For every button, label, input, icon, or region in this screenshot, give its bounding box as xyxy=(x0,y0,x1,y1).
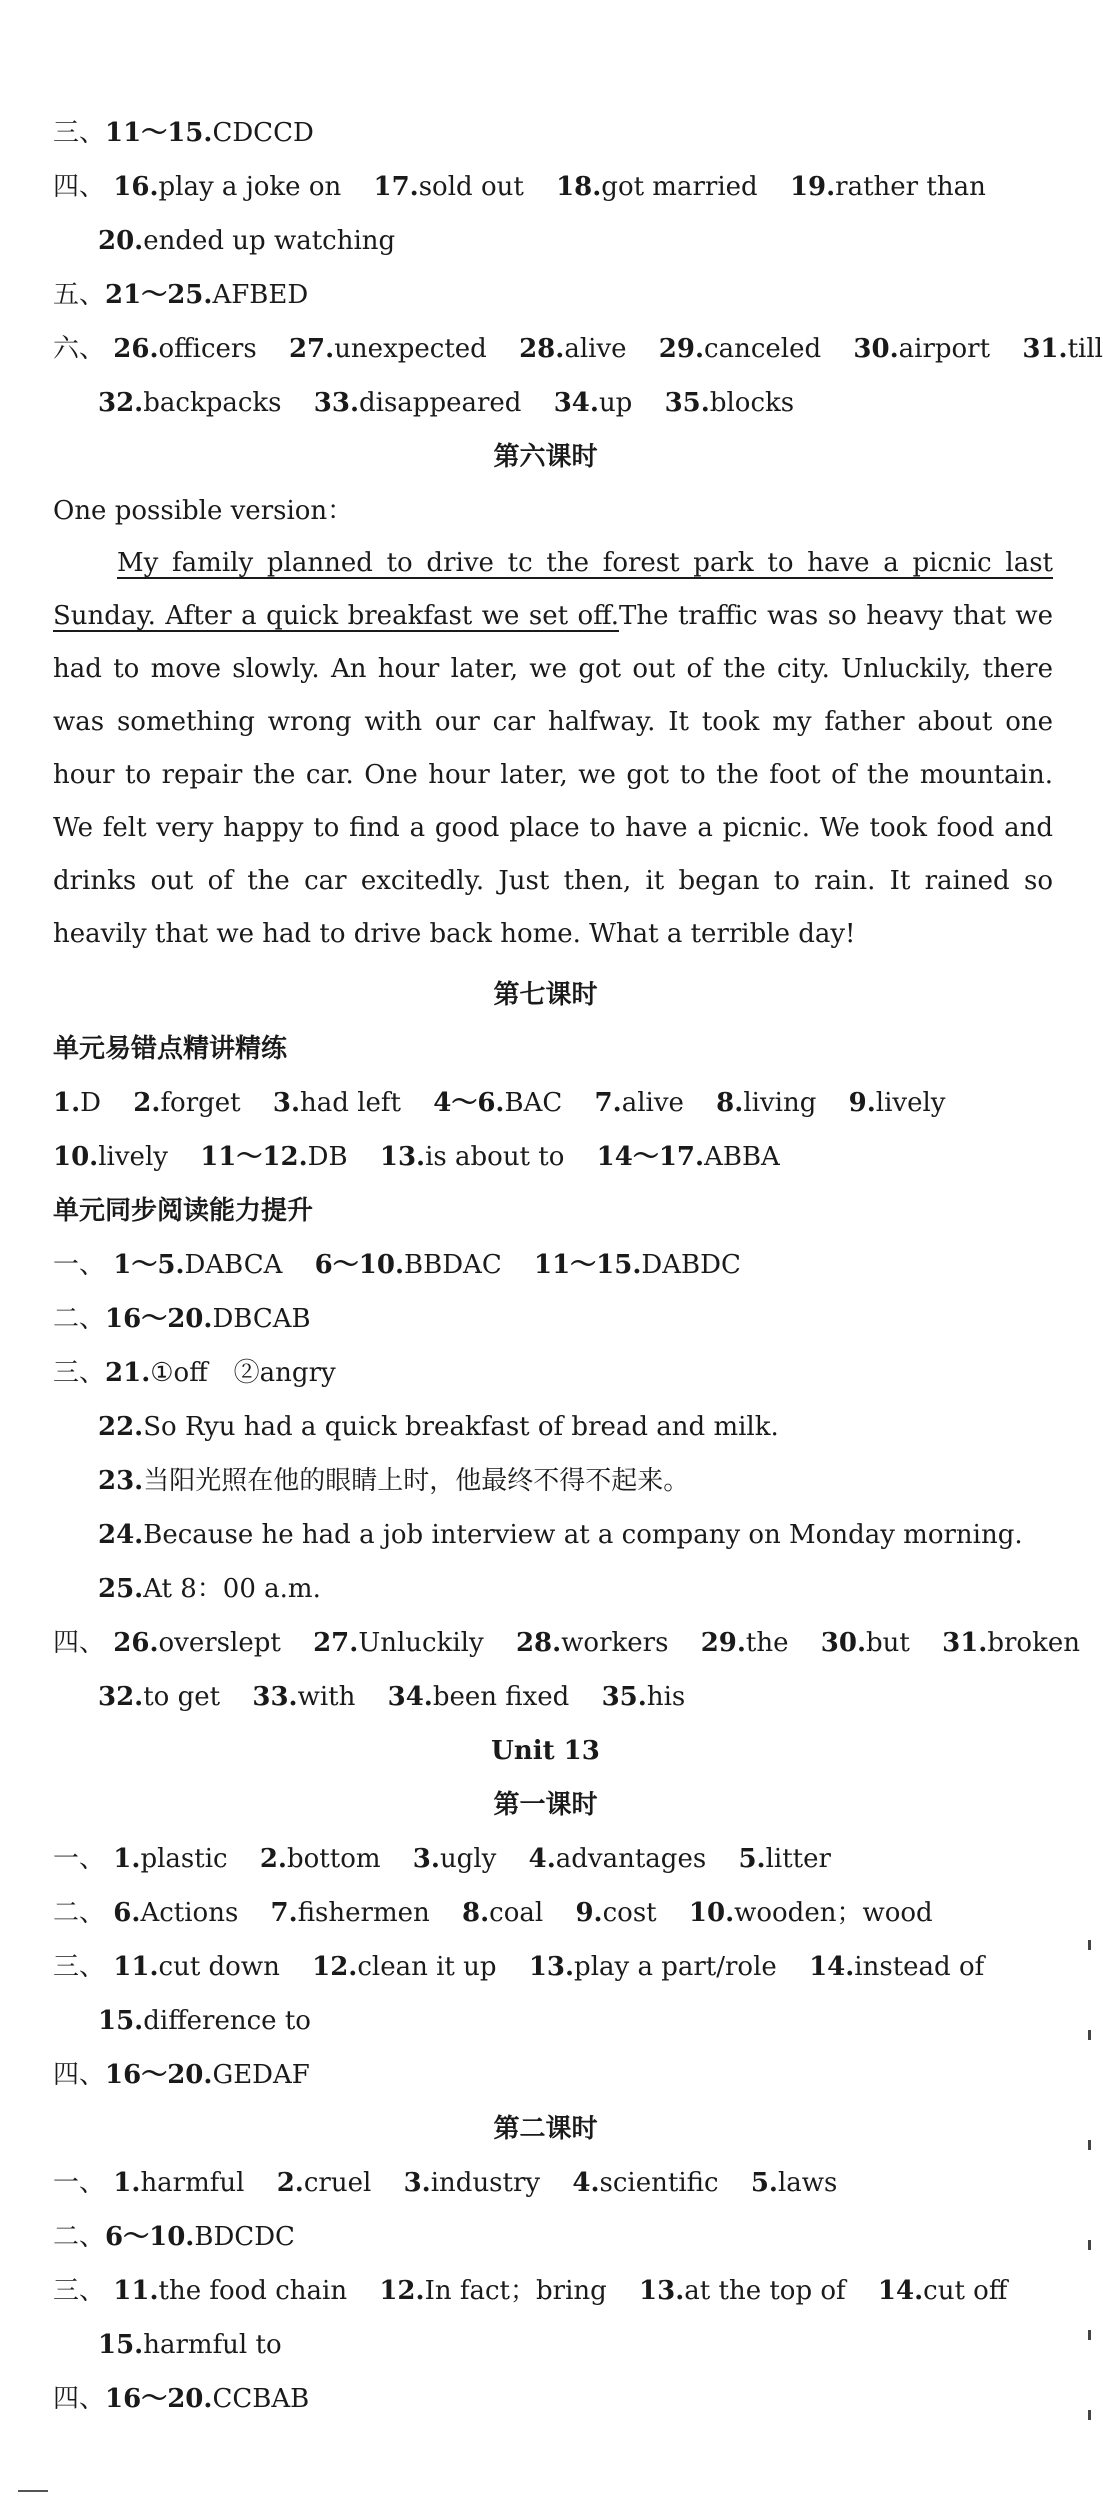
item-number: 5. xyxy=(750,2168,778,2198)
item-number: 13. xyxy=(379,1142,426,1172)
item-answer: DABDC xyxy=(641,1250,741,1280)
item-answer: BDCDC xyxy=(194,2222,295,2252)
item-answer: but xyxy=(866,1628,910,1658)
item-number: 16～20. xyxy=(105,2060,213,2090)
item-answer: at the top of xyxy=(684,2276,846,2306)
item-answer: ended up watching xyxy=(143,226,396,256)
item-number: 3. xyxy=(412,1844,440,1874)
item-number: 1～5. xyxy=(113,1250,185,1280)
item-number: 33. xyxy=(252,1682,298,1712)
section-mark: 五、 xyxy=(53,280,106,310)
item-number: 11～12. xyxy=(200,1142,308,1172)
item-answer: Unluckily xyxy=(358,1628,484,1658)
item-number: 33. xyxy=(313,388,359,418)
section-mark: 一、 xyxy=(53,2168,106,2198)
answer-line xyxy=(53,2274,1007,2308)
item-number: 27. xyxy=(313,1628,359,1658)
item-answer: alive xyxy=(564,334,627,364)
unit-title: Unit 13 xyxy=(491,1736,600,1766)
item-number: 11. xyxy=(113,1952,159,1982)
item-answer: sold out xyxy=(418,172,524,202)
item-number: 26. xyxy=(113,1628,159,1658)
section-mark: 三、 xyxy=(53,1952,106,1982)
item-answer: living xyxy=(743,1088,817,1118)
item-answer: lively xyxy=(875,1088,946,1118)
item-number: 2. xyxy=(276,2168,304,2198)
item-answer: cut off xyxy=(923,2276,1008,2306)
item-number: 17. xyxy=(373,172,419,202)
item-answer: GEDAF xyxy=(212,2060,310,2090)
item-answer: fishermen xyxy=(297,1898,430,1928)
item-answer: blocks xyxy=(709,388,795,418)
section-mark: 二、 xyxy=(53,2222,106,2252)
item-number: 30. xyxy=(853,334,899,364)
section-mark: 四、 xyxy=(53,172,106,202)
item-answer: lively xyxy=(98,1142,168,1172)
item-answer: been fixed xyxy=(432,1682,570,1712)
item-answer: BAC xyxy=(504,1088,563,1118)
item-answer: plastic xyxy=(140,1844,228,1874)
item-answer: got married xyxy=(601,172,758,202)
item-answer: D xyxy=(80,1088,102,1118)
item-answer: overslept xyxy=(158,1628,281,1658)
essay-intro: One possible version： xyxy=(53,496,354,526)
item-answer: ABBA xyxy=(704,1142,780,1172)
item-number: 19. xyxy=(789,172,836,202)
section-mark: 四、 xyxy=(53,2060,106,2090)
item-number: 16. xyxy=(113,172,159,202)
item-answer: play a part/role xyxy=(574,1952,777,1982)
item-number: 4. xyxy=(528,1844,556,1874)
lesson-7-title: 第七课时 xyxy=(493,980,598,1010)
item-answer: ①off ②angry xyxy=(150,1358,336,1388)
lesson-2-title: 第二课时 xyxy=(493,2114,598,2144)
item-number: 1. xyxy=(113,2168,141,2198)
item-answer: disappeared xyxy=(359,388,522,418)
item-number: 29. xyxy=(700,1628,746,1658)
item-number: 12. xyxy=(312,1952,358,1982)
item-answer: So Ryu had a quick breakfast of bread and milk. xyxy=(143,1412,779,1442)
item-number: 32. xyxy=(98,1682,144,1712)
item-answer: wooden；wood xyxy=(734,1898,933,1928)
item-answer: ugly xyxy=(439,1844,497,1874)
item-number: 29. xyxy=(658,334,705,364)
section-mark: 二、 xyxy=(53,1898,106,1928)
item-answer: forget xyxy=(160,1088,241,1118)
item-number: 31. xyxy=(1022,334,1068,364)
item-number: 28. xyxy=(519,334,565,364)
section-mark: 一、 xyxy=(53,1250,106,1280)
item-answer: rather than xyxy=(835,172,986,202)
answer-line xyxy=(53,1248,741,1282)
item-number: 26. xyxy=(113,334,159,364)
answer-line xyxy=(53,1950,984,1984)
item-answer: harmful to xyxy=(143,2330,282,2360)
item-number: 16～20. xyxy=(105,1304,213,1334)
item-number: 35. xyxy=(664,388,710,418)
answer-line xyxy=(98,2328,282,2362)
answer-line xyxy=(53,1140,780,1174)
item-answer: cost xyxy=(602,1898,657,1928)
item-answer: the xyxy=(745,1628,789,1658)
answer-line xyxy=(98,1680,685,1714)
answer-line xyxy=(53,2220,295,2254)
section-mark: 一、 xyxy=(53,1844,106,1874)
item-answer: At 8：00 a.m. xyxy=(143,1574,321,1604)
item-number: 32. xyxy=(98,388,144,418)
section-mark: 三、 xyxy=(53,2276,106,2306)
item-number: 25. xyxy=(98,1574,144,1604)
answer-line-6-cont xyxy=(98,386,794,420)
essay-underlined-text: My family planned to drive tc the forest park to have a picnic last Sunday. After a quick breakfast we set off. xyxy=(53,548,1053,631)
item-answer: workers xyxy=(561,1628,669,1658)
answer-line xyxy=(98,1464,689,1498)
item-number: 34. xyxy=(387,1682,433,1712)
item-answer: is about to xyxy=(425,1142,565,1172)
scan-edge-marks xyxy=(1085,1940,1091,2440)
item-answer: cruel xyxy=(303,2168,372,2198)
item-answer: BBDAC xyxy=(404,1250,502,1280)
item-answer: had left xyxy=(300,1088,401,1118)
essay-text: The traffic was so heavy that we had to move slowly. An hour later, we got out of the city. Unluckily, there was something wrong with our car halfway. It took my father about one hour to repair the car. One hour later, we got to the foot of the mountain. We felt very happy to find a good place to have a picnic. We took food and drinks out of the car excitedly. Just then, it began to rain. It rained so heavily that we had to drive back home. What a terrible day! xyxy=(53,601,1053,949)
item-number: 10. xyxy=(688,1898,735,1928)
item-answer: Because he had a job interview at a company on Monday morning. xyxy=(143,1520,1023,1550)
item-number: 15. xyxy=(98,2006,144,2036)
item-number: 21～25. xyxy=(105,280,213,310)
answer-line xyxy=(98,2004,311,2038)
answer-line xyxy=(53,2166,837,2200)
item-number: 11. xyxy=(113,2276,159,2306)
item-number: 20. xyxy=(98,226,144,256)
section-mark: 三、 xyxy=(53,1358,106,1388)
item-number: 9. xyxy=(575,1898,603,1928)
item-number: 15. xyxy=(98,2330,144,2360)
item-number: 16～20. xyxy=(105,2384,213,2414)
item-answer: AFBED xyxy=(212,280,309,310)
answer-line-5 xyxy=(53,278,308,312)
item-number: 4. xyxy=(572,2168,600,2198)
item-number: 3. xyxy=(272,1088,301,1118)
answer-line-4 xyxy=(53,170,986,204)
item-number: 23. xyxy=(98,1466,144,1496)
item-answer: laws xyxy=(777,2168,838,2198)
item-answer: CCBAB xyxy=(212,2384,310,2414)
item-number: 27. xyxy=(288,334,335,364)
item-answer: Actions xyxy=(140,1898,239,1928)
item-number: 6～10. xyxy=(105,2222,195,2252)
item-number: 12. xyxy=(379,2276,425,2306)
item-number: 10. xyxy=(53,1142,99,1172)
item-answer: bottom xyxy=(287,1844,381,1874)
item-answer: to get xyxy=(143,1682,221,1712)
item-answer: instead of xyxy=(854,1952,985,1982)
item-number: 7. xyxy=(270,1898,298,1928)
item-number: 8. xyxy=(462,1898,490,1928)
item-number: 9. xyxy=(848,1088,876,1118)
item-number: 5. xyxy=(738,1844,766,1874)
item-answer: with xyxy=(297,1682,356,1712)
answer-line xyxy=(53,1356,336,1390)
answer-line xyxy=(53,1842,831,1876)
item-answer: alive xyxy=(621,1088,684,1118)
lesson-6-title: 第六课时 xyxy=(493,442,598,472)
section-mark: 二、 xyxy=(53,1304,106,1334)
item-number: 1. xyxy=(53,1088,81,1118)
item-answer: harmful xyxy=(140,2168,245,2198)
item-answer: unexpected xyxy=(334,334,487,364)
item-number: 31. xyxy=(942,1628,988,1658)
item-answer: DABCA xyxy=(184,1250,283,1280)
item-number: 21. xyxy=(105,1358,151,1388)
item-answer: DB xyxy=(307,1142,348,1172)
item-number: 4～6. xyxy=(433,1088,505,1118)
item-number: 24. xyxy=(98,1520,144,1550)
answer-line xyxy=(53,1896,933,1930)
section-mark: 六、 xyxy=(53,334,106,364)
answer-line-6 xyxy=(53,332,1103,366)
item-number: 11～15. xyxy=(105,118,213,148)
answer-line xyxy=(53,1626,1080,1660)
item-answer: up xyxy=(598,388,633,418)
item-answer: advantages xyxy=(555,1844,707,1874)
item-number: 2. xyxy=(259,1844,287,1874)
item-answer: clean it up xyxy=(357,1952,497,1982)
item-answer: litter xyxy=(765,1844,831,1874)
item-number: 34. xyxy=(553,388,599,418)
item-number: 14～17. xyxy=(596,1142,705,1172)
item-answer: till xyxy=(1067,334,1103,364)
item-answer: scientific xyxy=(599,2168,719,2198)
section-mark: 四、 xyxy=(53,2384,106,2414)
section-mark: 三、 xyxy=(53,118,106,148)
item-answer: officers xyxy=(158,334,257,364)
answer-line xyxy=(53,2382,309,2416)
item-number: 13. xyxy=(639,2276,685,2306)
item-answer: play a joke on xyxy=(158,172,342,202)
section-mark: 四、 xyxy=(53,1628,106,1658)
answer-line-4-cont xyxy=(98,224,395,258)
item-number: 28. xyxy=(515,1628,562,1658)
answer-line-3 xyxy=(53,116,314,150)
item-answer: In fact；bring xyxy=(424,2276,607,2306)
item-number: 2. xyxy=(133,1088,161,1118)
item-answer: industry xyxy=(430,2168,541,2198)
item-answer: canceled xyxy=(704,334,822,364)
item-answer: 当阳光照在他的眼睛上时，他最终不得不起来。 xyxy=(143,1466,690,1496)
item-number: 14. xyxy=(877,2276,924,2306)
item-number: 14. xyxy=(809,1952,855,1982)
item-number: 3. xyxy=(403,2168,431,2198)
item-answer: his xyxy=(646,1682,686,1712)
essay-paragraph xyxy=(53,537,1053,961)
answer-line xyxy=(98,1572,321,1606)
item-number: 6. xyxy=(113,1898,141,1928)
item-number: 7. xyxy=(594,1088,622,1118)
item-number: 35. xyxy=(601,1682,647,1712)
item-answer: cut down xyxy=(158,1952,280,1982)
item-answer: airport xyxy=(898,334,991,364)
item-number: 13. xyxy=(528,1952,575,1982)
item-number: 22. xyxy=(98,1412,144,1442)
footer-rule xyxy=(18,2490,48,2492)
answer-line xyxy=(98,1410,779,1444)
item-answer: broken xyxy=(987,1628,1080,1658)
item-answer: difference to xyxy=(143,2006,311,2036)
item-answer: CDCCD xyxy=(212,118,314,148)
section-heading: 单元易错点精讲精练 xyxy=(53,1034,288,1064)
answer-line xyxy=(53,1086,946,1120)
lesson-1-title: 第一课时 xyxy=(493,1790,598,1820)
answer-line xyxy=(53,2058,310,2092)
item-number: 11～15. xyxy=(534,1250,642,1280)
answer-line xyxy=(53,1302,311,1336)
answer-line xyxy=(98,1518,1023,1552)
item-number: 8. xyxy=(716,1088,744,1118)
item-answer: coal xyxy=(489,1898,544,1928)
item-number: 30. xyxy=(820,1628,867,1658)
item-answer: backpacks xyxy=(143,388,282,418)
item-answer: DBCAB xyxy=(212,1304,311,1334)
item-number: 1. xyxy=(113,1844,141,1874)
item-number: 6～10. xyxy=(314,1250,404,1280)
item-answer: the food chain xyxy=(158,2276,348,2306)
item-number: 18. xyxy=(556,172,602,202)
section-heading: 单元同步阅读能力提升 xyxy=(53,1196,314,1226)
